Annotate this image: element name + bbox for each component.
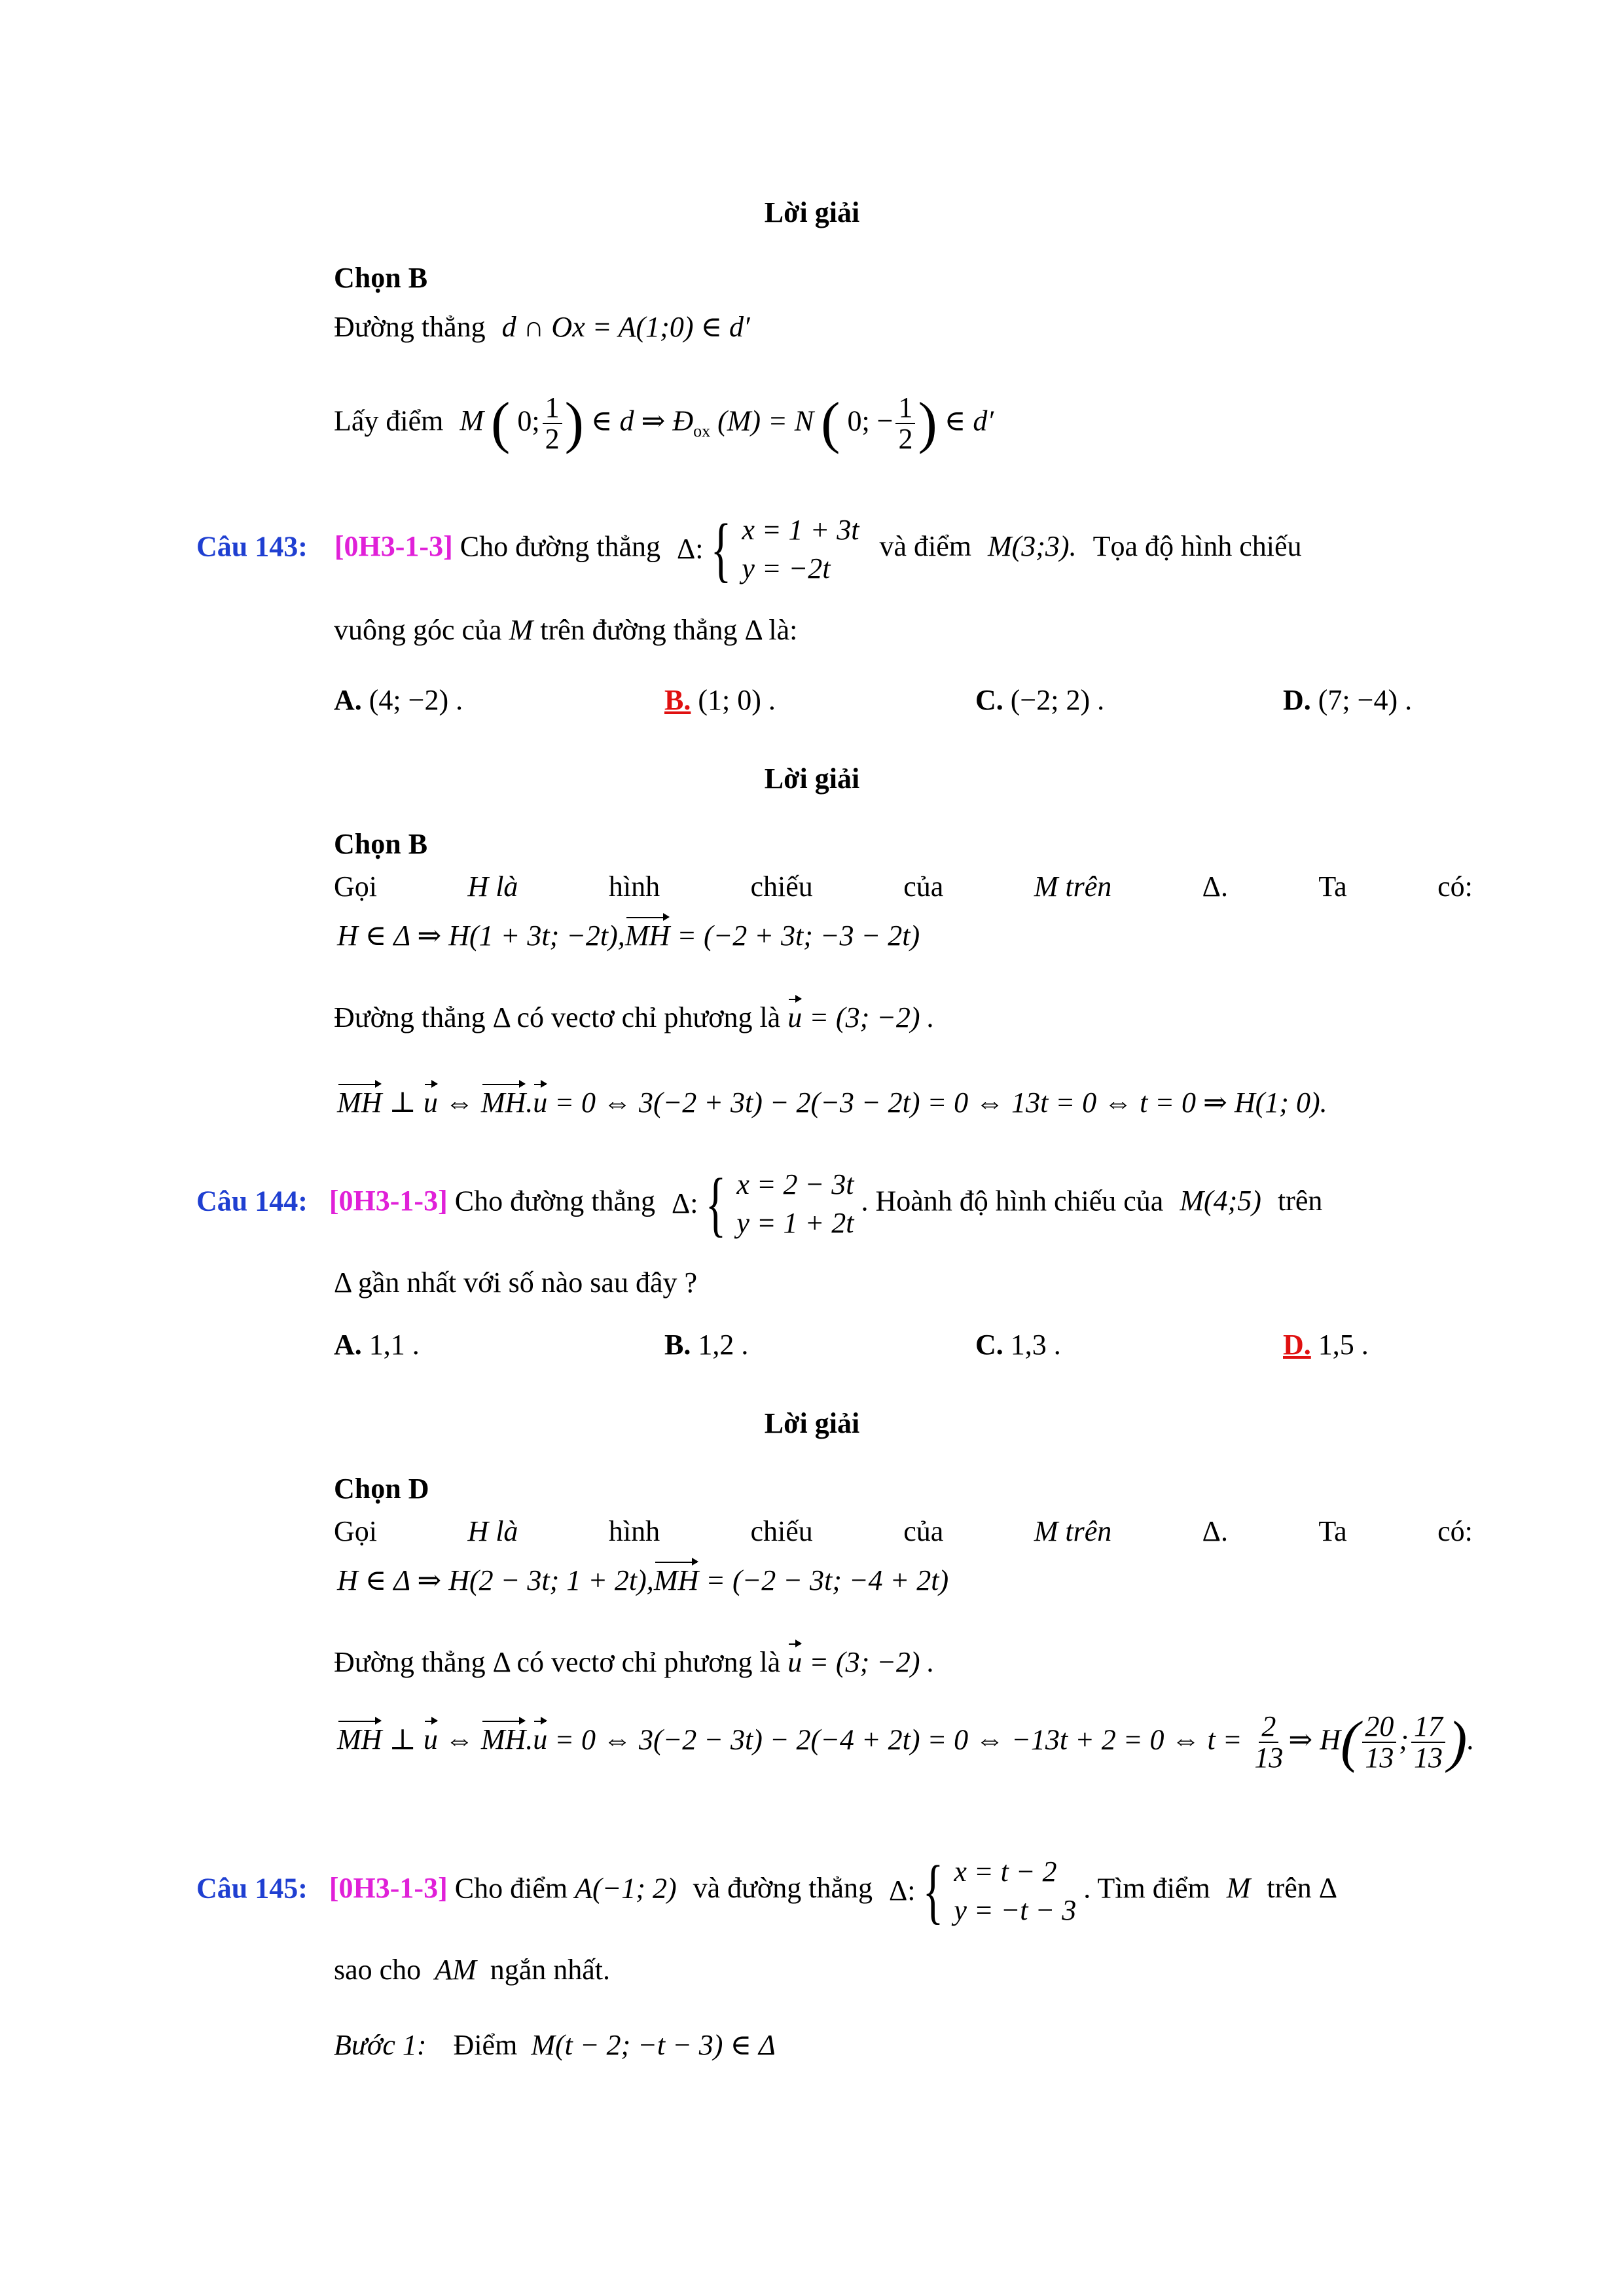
- option-value: (4; −2) .: [369, 684, 463, 716]
- word: của: [903, 1515, 944, 1547]
- text: Điểm: [453, 2029, 518, 2061]
- option-label: B.: [664, 1329, 691, 1361]
- math: ⇔: [437, 1723, 481, 1756]
- vector: u: [423, 1723, 438, 1756]
- question-text-line: Δ gần nhất với số nào sau đây ?: [334, 1266, 698, 1299]
- math: d ∩ Ox = A(1;0) ∈ d′: [501, 311, 750, 343]
- word: M trên: [1034, 1515, 1112, 1547]
- math: M: [460, 404, 484, 437]
- option-label: C.: [975, 684, 1003, 716]
- question-text-line: [334, 614, 797, 647]
- fraction: $\frac{1}{2}$: [895, 393, 915, 454]
- text: Lấy điểm: [334, 404, 444, 437]
- word: Gọi: [334, 1515, 377, 1547]
- word: Ta: [1318, 1515, 1347, 1547]
- math: = 0 ⇔ 3(−2 − 3t) − 2(−4 + 2t) = 0 ⇔ −13t + 2 = 0 ⇔ t =: [547, 1723, 1242, 1756]
- word: M trên: [1034, 870, 1112, 903]
- choose-answer: Chọn B: [334, 262, 428, 294]
- text: ngắn nhất.: [490, 1954, 611, 1986]
- solution-line: [337, 1564, 948, 1598]
- question-text: . Tìm điểm: [1083, 1872, 1210, 1905]
- math: Δ:: [889, 1874, 916, 1907]
- question-text: Cho đường thẳng: [460, 530, 660, 563]
- math: H ∈ Δ ⇒ H(1 + 3t; −2t),: [337, 920, 625, 952]
- choose-answer: Chọn B: [334, 828, 428, 860]
- math: ;: [1399, 1723, 1409, 1756]
- word: Δ.: [1202, 1515, 1228, 1547]
- option-d: [1283, 1329, 1369, 1362]
- math: = 0 ⇔ 3(−2 + 3t) − 2(−3 − 2t) = 0 ⇔ 13t = 0 ⇔ t = 0 ⇒ H(1; 0).: [547, 1086, 1327, 1119]
- equation-row: x = 1 + 3t: [742, 514, 859, 546]
- fraction: $\frac{17}{13}$: [1411, 1712, 1445, 1773]
- equation-row: y = −t − 3: [954, 1894, 1077, 1927]
- vector: MH: [624, 920, 670, 952]
- option-c: [975, 1329, 1061, 1362]
- math: Δ:: [676, 533, 704, 565]
- word: H là: [467, 870, 518, 903]
- question-text: và điểm: [879, 530, 971, 563]
- option-label: A.: [334, 1329, 362, 1361]
- question-tag: [0H3-1-3]: [334, 530, 453, 563]
- question-number: Câu 145:: [196, 1872, 308, 1905]
- word: có:: [1437, 870, 1473, 903]
- option-a: [334, 684, 463, 717]
- math: .: [1467, 1723, 1475, 1756]
- question-tag: [0H3-1-3]: [329, 1872, 448, 1905]
- solution-line: [334, 870, 1473, 904]
- solution-line: [334, 1001, 935, 1035]
- math: ⇔: [437, 1086, 481, 1119]
- equation-system: Δ: { x = 1 + 3t y = −2t: [676, 509, 859, 590]
- option-label-correct: D.: [1283, 1329, 1311, 1361]
- vector: u: [787, 1646, 803, 1678]
- question-text: trên: [1277, 1185, 1323, 1217]
- math: M(t − 2; −t − 3) ∈ Δ: [531, 2029, 776, 2061]
- math: = (3; −2) .: [802, 1646, 935, 1678]
- option-b: [664, 1329, 748, 1362]
- option-value: 1,1 .: [369, 1329, 420, 1361]
- question-text-line: [334, 1954, 610, 1987]
- solution-line: [337, 1086, 1327, 1120]
- math: ⊥: [382, 1723, 424, 1756]
- option-label: D.: [1283, 684, 1311, 716]
- text: sao cho: [334, 1954, 422, 1986]
- word: có:: [1437, 1515, 1473, 1547]
- math: A(−1; 2): [575, 1872, 677, 1905]
- solution-heading: Lời giải: [764, 1407, 860, 1439]
- solution-line: [334, 1646, 935, 1679]
- option-label: C.: [975, 1329, 1003, 1361]
- word: Ta: [1318, 870, 1347, 903]
- math: H ∈ Δ ⇒ H(2 − 3t; 1 + 2t),: [337, 1564, 654, 1596]
- solution-line: [337, 920, 920, 953]
- math: ∈ d ⇒ Đ: [590, 404, 694, 437]
- equation-row: x = t − 2: [954, 1856, 1057, 1888]
- vector: u: [533, 1086, 548, 1119]
- choose-answer: Chọn D: [334, 1473, 429, 1505]
- vector: MH: [653, 1564, 699, 1596]
- word: của: [903, 870, 944, 903]
- math: = (3; −2) .: [802, 1001, 935, 1033]
- question-tag: [0H3-1-3]: [329, 1185, 448, 1217]
- text: trên đường thẳng Δ là:: [540, 614, 798, 646]
- math: M: [1226, 1872, 1251, 1905]
- vector: MH: [480, 1723, 526, 1756]
- math: ∈ d′: [944, 404, 994, 437]
- word: hình: [608, 1515, 660, 1547]
- question-143: [196, 511, 1302, 588]
- solution-line: MH ⊥ u ⇔ MH.u = 0 ⇔ 3(−2 − 3t) − 2(−4 + 2t) = 0 ⇔ −13t + 2 = 0 ⇔ t = $\frac{2}{13}$ ⇒ H( $\frac{20}{13}$ ; $\frac{17}{13}$ ).: [337, 1710, 1475, 1774]
- solution-heading: Lời giải: [764, 196, 860, 228]
- math: Δ:: [671, 1187, 698, 1220]
- question-text: Cho đường thẳng: [454, 1185, 655, 1217]
- solution-heading: Lời giải: [764, 762, 860, 795]
- text: Đường thẳng: [334, 311, 486, 343]
- option-value: 1,5 .: [1318, 1329, 1369, 1361]
- vector: u: [787, 1001, 803, 1033]
- vector: u: [423, 1086, 438, 1119]
- math: ⇒ H: [1288, 1723, 1341, 1756]
- word: chiếu: [750, 870, 813, 903]
- question-144: [196, 1165, 1322, 1243]
- word: Δ.: [1202, 870, 1228, 903]
- equation-system: Δ: { x = 2 − 3t y = 1 + 2t: [671, 1164, 854, 1244]
- solution-line: [334, 311, 750, 344]
- math: = (−2 + 3t; −3 − 2t): [670, 920, 920, 952]
- subscript: ox: [693, 422, 711, 441]
- question-text: trên Δ: [1267, 1872, 1338, 1905]
- option-value: (−2; 2) .: [1010, 684, 1105, 716]
- option-value: 1,3 .: [1010, 1329, 1061, 1361]
- question-text: Cho điểm: [454, 1872, 568, 1905]
- question-number: Câu 144:: [196, 1185, 308, 1217]
- question-number: Câu 143:: [196, 530, 308, 563]
- equation-system: Δ: { x = t − 2 y = −t − 3: [889, 1851, 1077, 1931]
- text: Đường thẳng Δ có vectơ chỉ phương là: [334, 1646, 781, 1678]
- step-line: [334, 2029, 776, 2062]
- vector: MH: [337, 1086, 382, 1119]
- equation-row: x = 2 − 3t: [736, 1168, 854, 1200]
- math: = (−2 − 3t; −4 + 2t): [698, 1564, 949, 1596]
- word: Gọi: [334, 870, 377, 903]
- fraction: $\frac{2}{13}$: [1254, 1710, 1284, 1774]
- question-text: Tọa độ hình chiếu: [1092, 530, 1302, 563]
- math: M: [509, 614, 533, 646]
- option-b: [664, 684, 776, 717]
- vector: MH: [480, 1086, 526, 1119]
- option-value: (7; −4) .: [1318, 684, 1413, 716]
- question-text: . Hoành độ hình chiếu của: [861, 1185, 1164, 1217]
- option-c: [975, 684, 1104, 717]
- question-text: và đường thẳng: [693, 1872, 873, 1905]
- word: chiếu: [750, 1515, 813, 1547]
- fraction: $\frac{1}{2}$: [543, 393, 562, 454]
- word: H là: [467, 1515, 518, 1547]
- option-value: (1; 0) .: [698, 684, 776, 716]
- option-label: A.: [334, 684, 362, 716]
- math: M(3;3).: [987, 530, 1077, 563]
- vector: MH: [337, 1723, 382, 1756]
- option-value: 1,2 .: [698, 1329, 749, 1361]
- math: ⊥: [382, 1086, 424, 1119]
- solution-line: Lấy điểm M ( 0; $\frac{1}{2}$ ) ∈ d ⇒ $Đ_{ox}$ (M) = N ( 0; − $\frac{1}{2}$ ) ∈ d′: [334, 391, 994, 456]
- option-label-correct: B.: [664, 684, 691, 716]
- word: hình: [608, 870, 660, 903]
- step-label: Bước 1:: [334, 2029, 427, 2061]
- math: M(4;5): [1180, 1185, 1261, 1217]
- math: (M) = N: [717, 404, 814, 437]
- text: vuông góc của: [334, 614, 502, 646]
- fraction: $\frac{20}{13}$: [1362, 1712, 1396, 1773]
- option-d: [1283, 684, 1412, 717]
- equation-row: y = −2t: [742, 552, 831, 585]
- text: Đường thẳng Δ có vectơ chỉ phương là: [334, 1001, 781, 1033]
- solution-line: [334, 1515, 1473, 1549]
- equation-row: y = 1 + 2t: [736, 1207, 854, 1240]
- math: .: [526, 1086, 533, 1119]
- math: AM: [435, 1954, 477, 1986]
- question-145: [196, 1852, 1337, 1930]
- option-a: [334, 1329, 420, 1362]
- math: .: [526, 1723, 533, 1756]
- vector: u: [533, 1723, 548, 1756]
